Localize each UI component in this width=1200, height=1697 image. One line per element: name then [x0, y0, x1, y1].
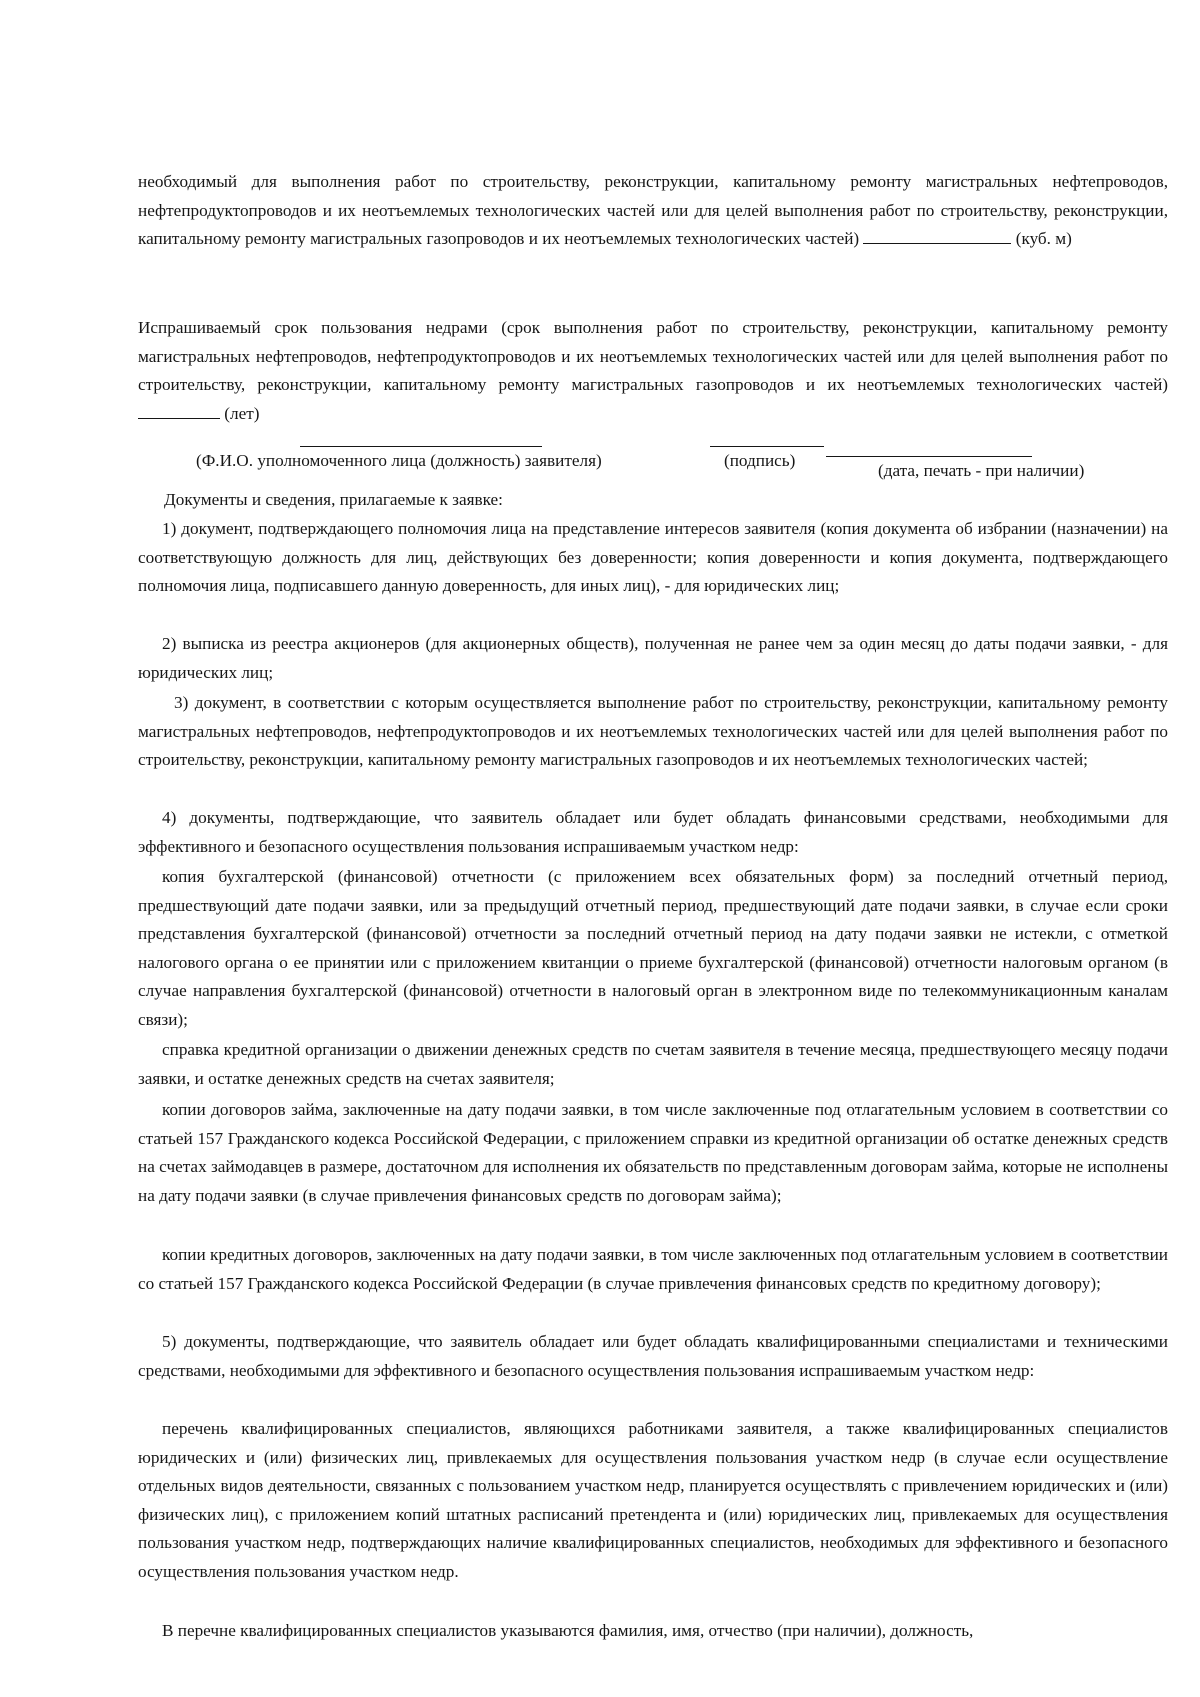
paragraph-5-specialists: перечень квалифицированных специалистов, являющихся работниками заявителя, а также квалифицированных специалистов юридических и (или) физических лиц, привлекаемых для осуществления пользования участком недр (в случае если осуществление отдельных видов деятельности, связанных с пользованием участком недр, планируется осуществлять с привлечением юридических и (или) физических лиц), с приложением копий штатных расписаний претендента и (или) юридических лиц, привлекаемых для осуществления пользования участком недр, подтверждающих наличие квалифицированных специалистов, необходимых для эффективного и безопасного осуществления пользования участком недр. [138, 1419, 1168, 1581]
fio-caption: (Ф.И.О. уполномоченного лица (должность) заявителя) [196, 451, 602, 470]
paragraph-4: 4) документы, подтверждающие, что заявитель обладает или будет обладать финансовыми средствами, необходимыми для эффективного и безопасного осуществления пользования испрашиваемым участком недр: [138, 808, 1168, 856]
sign-signature-line [710, 446, 824, 447]
paragraph-3: 3) документ, в соответствии с которым осуществляется выполнение работ по строительству, реконструкции, капитальному ремонту магистральных нефтепроводов, нефтепродуктопроводов и их неотъемлемых технологических частей или для целей выполнения работ по строительству, реконструкции, капитальному ремонту магистральных газопроводов и их неотъемлемых технологических частей; [138, 693, 1168, 769]
term-paragraph [138, 314, 1168, 428]
paragraph-4-accounting: копия бухгалтерской (финансовой) отчетности (с приложением всех обязательных форм) за последний отчетный период, предшествующий дате подачи заявки, или за предыдущий отчетный период, предшествующий дате подачи заявки, в случае если сроки представления бухгалтерской (финансовой) отчетности за последний отчетный период на дату подачи заявки не истекли, с отметкой налогового органа о ее принятии или с приложением квитанции о приеме бухгалтерской (финансовой) отчетности налоговым органом (в случае направления бухгалтерской (финансовой) отчетности в налоговый орган в электронном виде по телекоммуникационным каналам связи); [138, 867, 1168, 1029]
date-signature-line [826, 456, 1032, 457]
date-caption: (дата, печать - при наличии) [878, 461, 1085, 480]
volume-unit: (куб. м) [1015, 229, 1072, 248]
paragraph-1: 1) документ, подтверждающего полномочия лица на представление интересов заявителя (копия документа об избрании (назначении) на соответствующую должность для лиц, действующих без доверенности; копия доверенности и копия документа, подтверждающего полномочия лица, подписавшего данную доверенность, для иных лиц), - для юридических лиц; [138, 519, 1168, 595]
sign-caption: (подпись) [724, 451, 796, 470]
term-text: Испрашиваемый срок пользования недрами (срок выполнения работ по строительству, реконструкции, капитальному ремонту магистральных нефтепроводов, нефтепродуктопроводов и их неотъемлемых технологических частей или для целей выполнения работ по строительству, реконструкции, капитальному ремонту магистральных газопроводов и их неотъемлемых технологических частей) [138, 318, 1168, 394]
paragraph-2: 2) выписка из реестра акционеров (для акционерных обществ), полученная не ранее чем за один месяц до даты подачи заявки, - для юридических лиц; [138, 634, 1168, 682]
paragraph-4-bank-statement: справка кредитной организации о движении денежных средств по счетам заявителя в течение месяца, предшествующего месяцу подачи заявки, и остатке денежных средств на счетах заявителя; [138, 1040, 1168, 1088]
volume-paragraph [138, 168, 1168, 254]
paragraph-5: 5) документы, подтверждающие, что заявитель обладает или будет обладать квалифицированными специалистами и техническими средствами, необходимыми для эффективного и безопасного осуществления пользования испрашиваемым участком недр: [138, 1332, 1168, 1380]
term-unit: (лет) [224, 403, 260, 423]
term-blank-line [138, 402, 220, 419]
docs-heading: Документы и сведения, прилагаемые к заявке: [164, 490, 503, 509]
volume-blank-line [863, 227, 1011, 244]
paragraph-specialists-list: В перечне квалифицированных специалистов указываются фамилия, имя, отчество (при наличии), должность, [162, 1621, 974, 1640]
paragraph-4-credits: копии кредитных договоров, заключенных на дату подачи заявки, в том числе заключенных под отлагательным условием в соответствии со статьей 157 Гражданского кодекса Российской Федерации (в случае привлечения финансовых средств по кредитному договору); [138, 1245, 1168, 1293]
fio-signature-line [300, 446, 542, 447]
paragraph-4-loans: копии договоров займа, заключенные на дату подачи заявки, в том числе заключенные под отлагательным условием в соответствии со статьей 157 Гражданского кодекса Российской Федерации, с приложением справки из кредитной организации об остатке денежных средств на счетах займодавцев в размере, достаточном для исполнения их обязательств по представленным договорам займа, которые не исполнены на дату подачи заявки (в случае привлечения финансовых средств по договорам займа); [138, 1100, 1168, 1205]
volume-text: необходимый для выполнения работ по строительству, реконструкции, капитальному ремонту магистральных нефтепроводов, нефтепродуктопроводов и их неотъемлемых технологических частей или для целей выполнения работ по строительству, реконструкции, капитальному ремонту магистральных газопроводов и их неотъемлемых технологических частей) [138, 172, 1168, 248]
